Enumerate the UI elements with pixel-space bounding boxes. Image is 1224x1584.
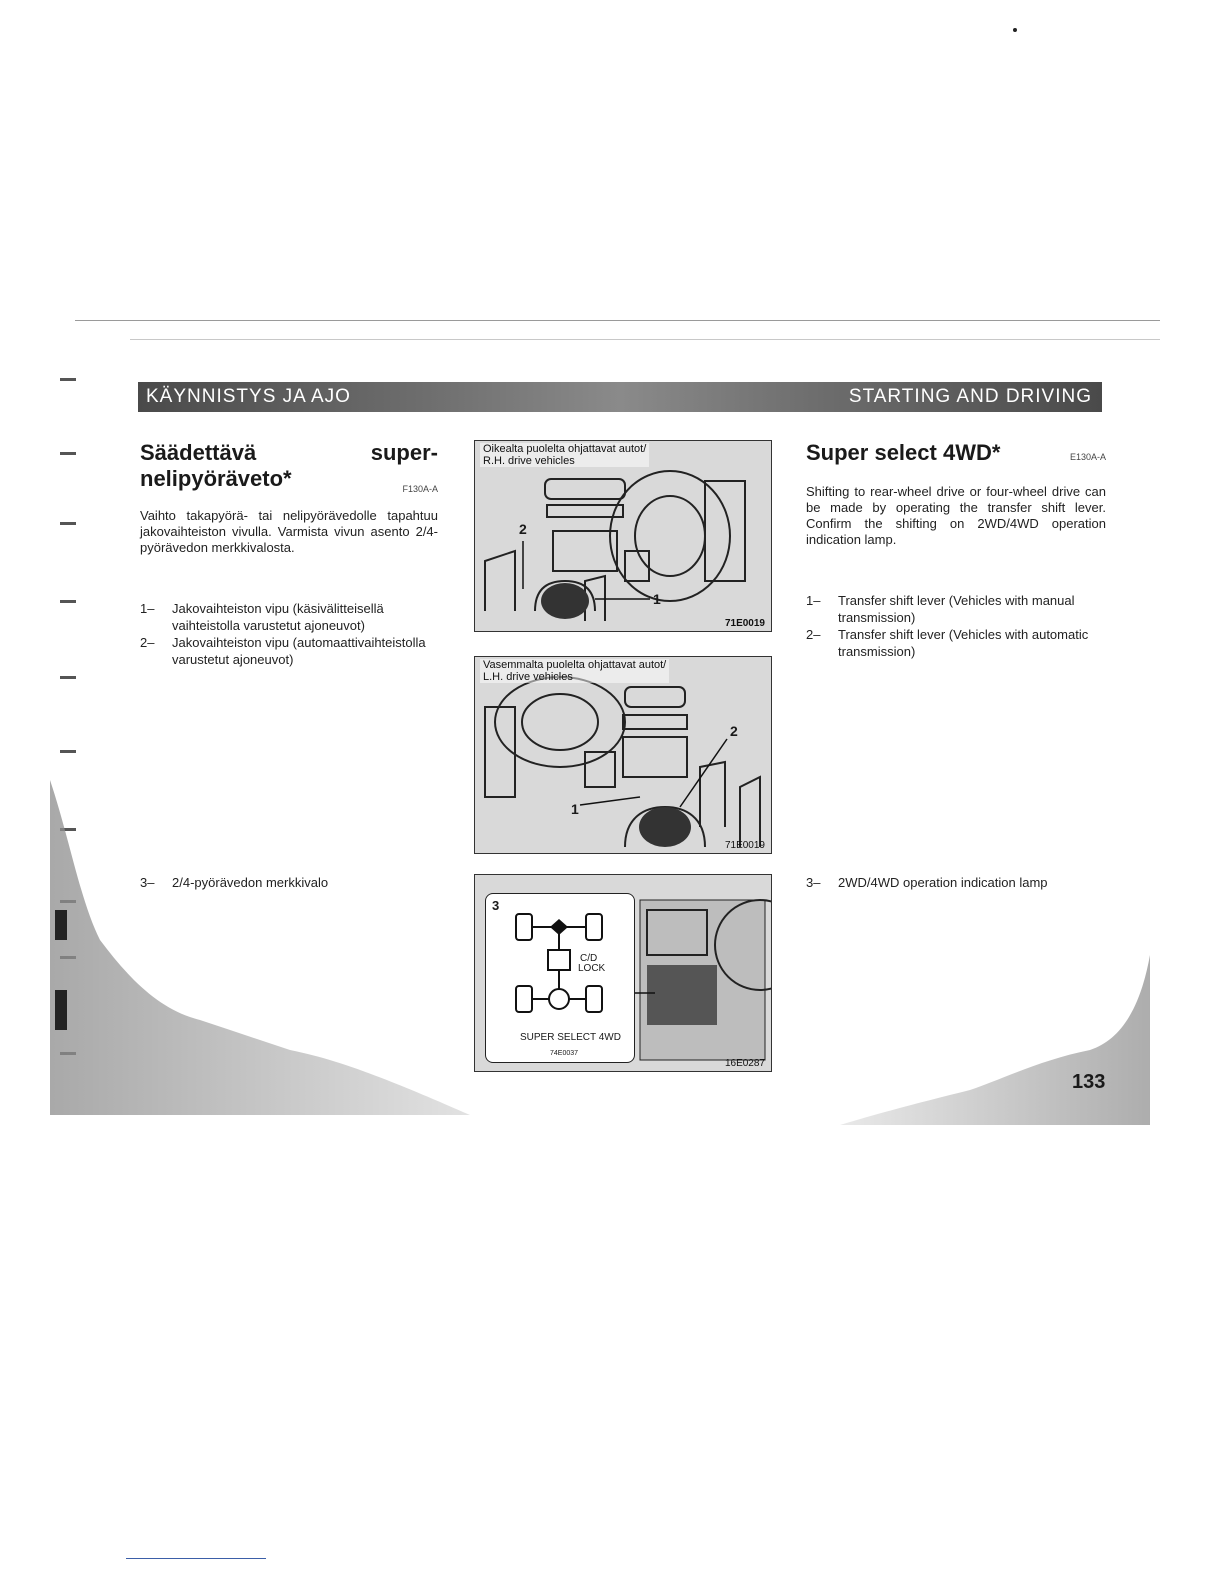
caption-fi: Oikealta puolelta ohjattavat autot/ (483, 443, 647, 455)
figure-lh-drive (474, 656, 772, 854)
finnish-section-code: F130A-A (402, 484, 438, 494)
english-list-item-3 (806, 874, 1106, 891)
english-paragraph: Shifting to rear-wheel drive or four-wheel drive can be made by operating the transfer shift lever. Confirm the shifting on 2WD/4WD operation indication lamp. (806, 484, 1106, 547)
figure-code: 16E0287 (724, 1058, 765, 1069)
list-item (806, 592, 1106, 626)
figure-caption (480, 659, 669, 683)
finnish-heading-line2: nelipyöräveto* (140, 466, 292, 491)
english-heading-text: Super select 4WD* (806, 440, 1001, 465)
finnish-heading-word1: Säädettävä (140, 440, 257, 465)
cd-lock-label-1: C/D (580, 953, 598, 964)
list-item (140, 600, 438, 634)
list-item (806, 626, 1106, 660)
inner-figure-code: 74E0037 (550, 1050, 579, 1057)
drivetrain-diagram-icon (486, 904, 634, 1024)
list-item-number: 1– (806, 593, 821, 608)
cd-lock-label-2: LOCK (578, 963, 606, 974)
finnish-list-item-3 (140, 874, 438, 891)
callout-3: 3 (492, 898, 500, 913)
torn-page-shadow-left (40, 780, 480, 1120)
list-item-text: Transfer shift lever (Vehicles with automatic transmission) (838, 627, 1089, 659)
english-list (806, 592, 1106, 660)
list-item (140, 634, 438, 668)
list-item-text: 2WD/4WD operation indication lamp (838, 875, 1048, 890)
section-header-bar (138, 382, 1102, 412)
list-item-number: 3– (140, 875, 155, 890)
top-divider-secondary (130, 339, 1160, 340)
figure-code: 71E0019 (724, 840, 765, 851)
figure-caption (480, 443, 649, 467)
figure-rh-drive (474, 440, 772, 632)
caption-en: R.H. drive vehicles (483, 455, 575, 467)
page-number: 133 (1072, 1071, 1106, 1093)
figure-indicator-lamp (474, 874, 772, 1072)
finnish-list (140, 600, 438, 668)
footer-rule (126, 1558, 266, 1559)
list-item-text: Transfer shift lever (Vehicles with manual transmission) (838, 593, 1075, 625)
super-select-label: SUPER SELECT 4WD (520, 1032, 621, 1043)
list-item-number: 2– (806, 627, 821, 642)
figure-code: 71E0019 (724, 618, 765, 629)
list-item-number: 1– (140, 601, 155, 616)
caption-en: L.H. drive vehicles (483, 671, 573, 683)
top-divider (75, 320, 1160, 321)
section-title-en: STARTING AND DRIVING (848, 386, 1092, 407)
callout-2: 2 (519, 521, 527, 537)
lamp-callout-box (485, 893, 635, 1063)
finnish-paragraph: Vaihto takapyörä- tai nelipyörävedolle tapahtuu jakovaihteiston vivulla. Varmista vivun asento 2/4-pyörävedon merkkivalosta. (140, 508, 438, 555)
finnish-heading-word2: super- (370, 440, 438, 465)
callout-1: 1 (571, 801, 579, 817)
speck-dot (1013, 28, 1017, 32)
torn-page-shadow-right (840, 950, 1160, 1130)
caption-fi: Vasemmalta puolelta ohjattavat autot/ (483, 659, 667, 671)
section-title-fi: KÄYNNISTYS JA AJO (146, 386, 351, 407)
callout-2: 2 (730, 723, 738, 739)
list-item-number: 3– (806, 875, 821, 890)
english-heading (806, 440, 1106, 466)
english-section-code: E130A-A (1069, 452, 1106, 462)
list-item-text: Jakovaihteiston vipu (automaattivaihteistolla varustetut ajoneuvot) (172, 635, 426, 667)
list-item-text: 2/4-pyörävedon merkkivalo (172, 875, 329, 890)
dashboard-illustration-lh (475, 657, 771, 853)
list-item-text: Jakovaihteiston vipu (käsivälitteisellä vaihteistolla varustetut ajoneuvot) (172, 601, 384, 633)
finnish-heading (140, 440, 438, 492)
list-item-number: 2– (140, 635, 155, 650)
callout-1: 1 (653, 591, 661, 607)
